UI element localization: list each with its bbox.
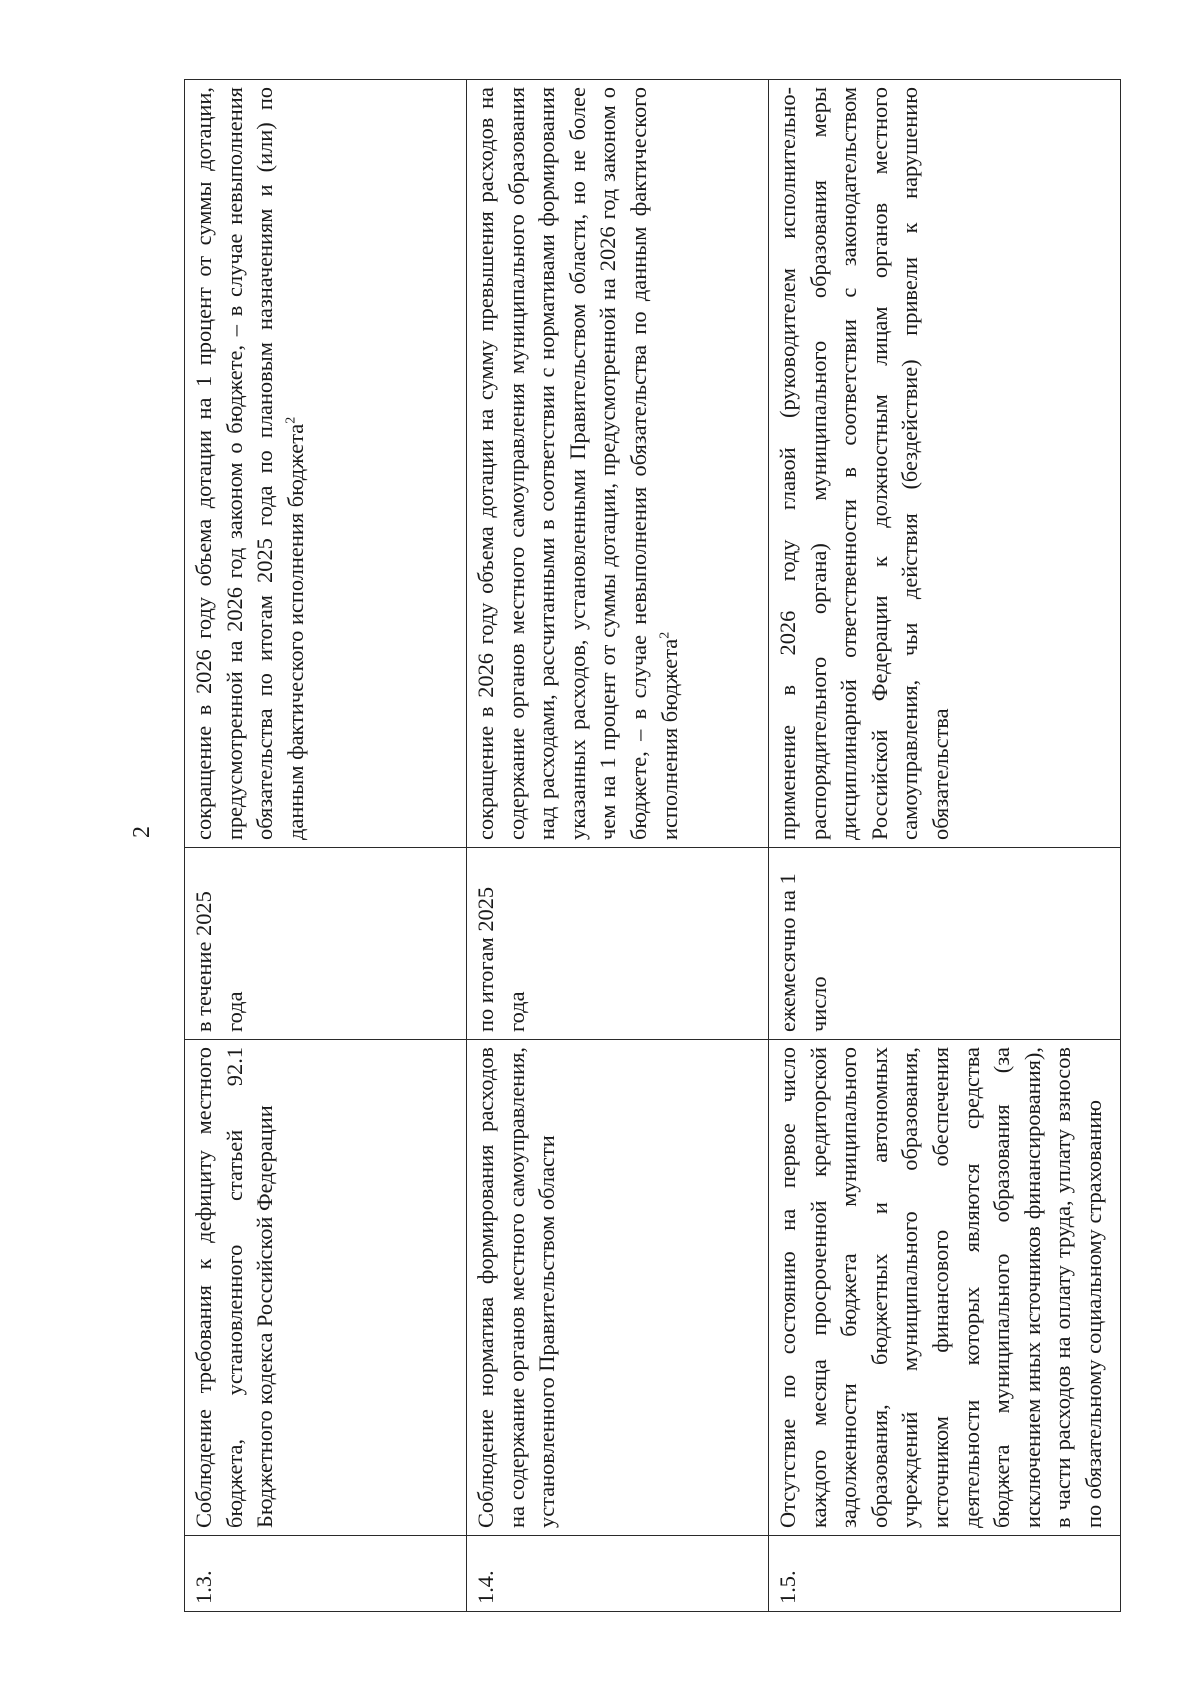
measure-cell (769, 80, 1121, 848)
period-text: в течение 2025 года (191, 891, 247, 1032)
measure-text: сокращение в 2026 году объема дотации на 1 процент от суммы дотации, предусмотренной на 2026 год законом о бюджете, – в случае невыполнения обязательства по итогам 2025 года по плановым назначениям и (или) по данным фактического исполнения бюджета (191, 87, 308, 840)
period-text: по итогам 2025 года (473, 886, 529, 1032)
rotated-page (184, 80, 1120, 1612)
period-cell (185, 848, 467, 1040)
page-number: 2 (129, 826, 155, 838)
measure-text: сокращение в 2026 году объема дотации на сумму превышения расходов на содержание органов местного самоуправления муниципального образования над расходами, рассчитанными в соответствии с нормативами формирования указанных расходов, установленными Правительством области, но не более чем на 1 процент от суммы дотации, предусмотренной на 2026 год законом о бюджете, – в случае невыполнения обязательства по данным фактического исполнения бюджета (473, 87, 682, 840)
measure-cell (185, 80, 467, 848)
period-cell (467, 848, 769, 1040)
requirement-cell (467, 1040, 769, 1536)
table-row (769, 80, 1121, 1612)
footnote-mark: 2 (283, 416, 299, 424)
measure-cell (467, 80, 769, 848)
requirement-text: Отсутствие по состоянию на первое число каждого месяца просроченной кредиторской задолженности бюджета муниципального образования, бюджетных и автономных учреждений муниципального образования, источником финансового обеспечения деятельности которых являются средства бюджета муниципального образования (за исключением иных источников финансирования), в части расходов на оплату труда, уплату взносов по обязательному социальному страхованию (775, 1047, 1106, 1528)
table-row (467, 80, 769, 1612)
row-number: 1.4. (467, 1536, 769, 1612)
row-number: 1.3. (185, 1536, 467, 1612)
obligations-table (184, 79, 1121, 1612)
period-text: ежемесячно на 1 число (775, 873, 831, 1032)
requirement-text: Соблюдение норматива формирования расходов на содержание органов местного самоуправления, установленного Правительством области (473, 1047, 560, 1528)
requirement-text: Соблюдение требования к дефициту местного бюджета, установленного статьей 92.1 Бюджетного кодекса Российской Федерации (191, 1047, 278, 1528)
footnote-mark: 2 (657, 631, 673, 639)
measure-text: применение в 2026 году главой (руководителем исполнительно-распорядительного органа) муниципального образования меры дисциплинарной ответственности в соответствии с законодательством Российской Федерации к должностным лицам органов местного самоуправления, чьи действия (бездействие) привели к нарушению обязательства (775, 87, 953, 840)
requirement-cell (185, 1040, 467, 1536)
table-row (185, 80, 467, 1612)
row-number: 1.5. (769, 1536, 1121, 1612)
requirement-cell (769, 1040, 1121, 1536)
period-cell (769, 848, 1121, 1040)
